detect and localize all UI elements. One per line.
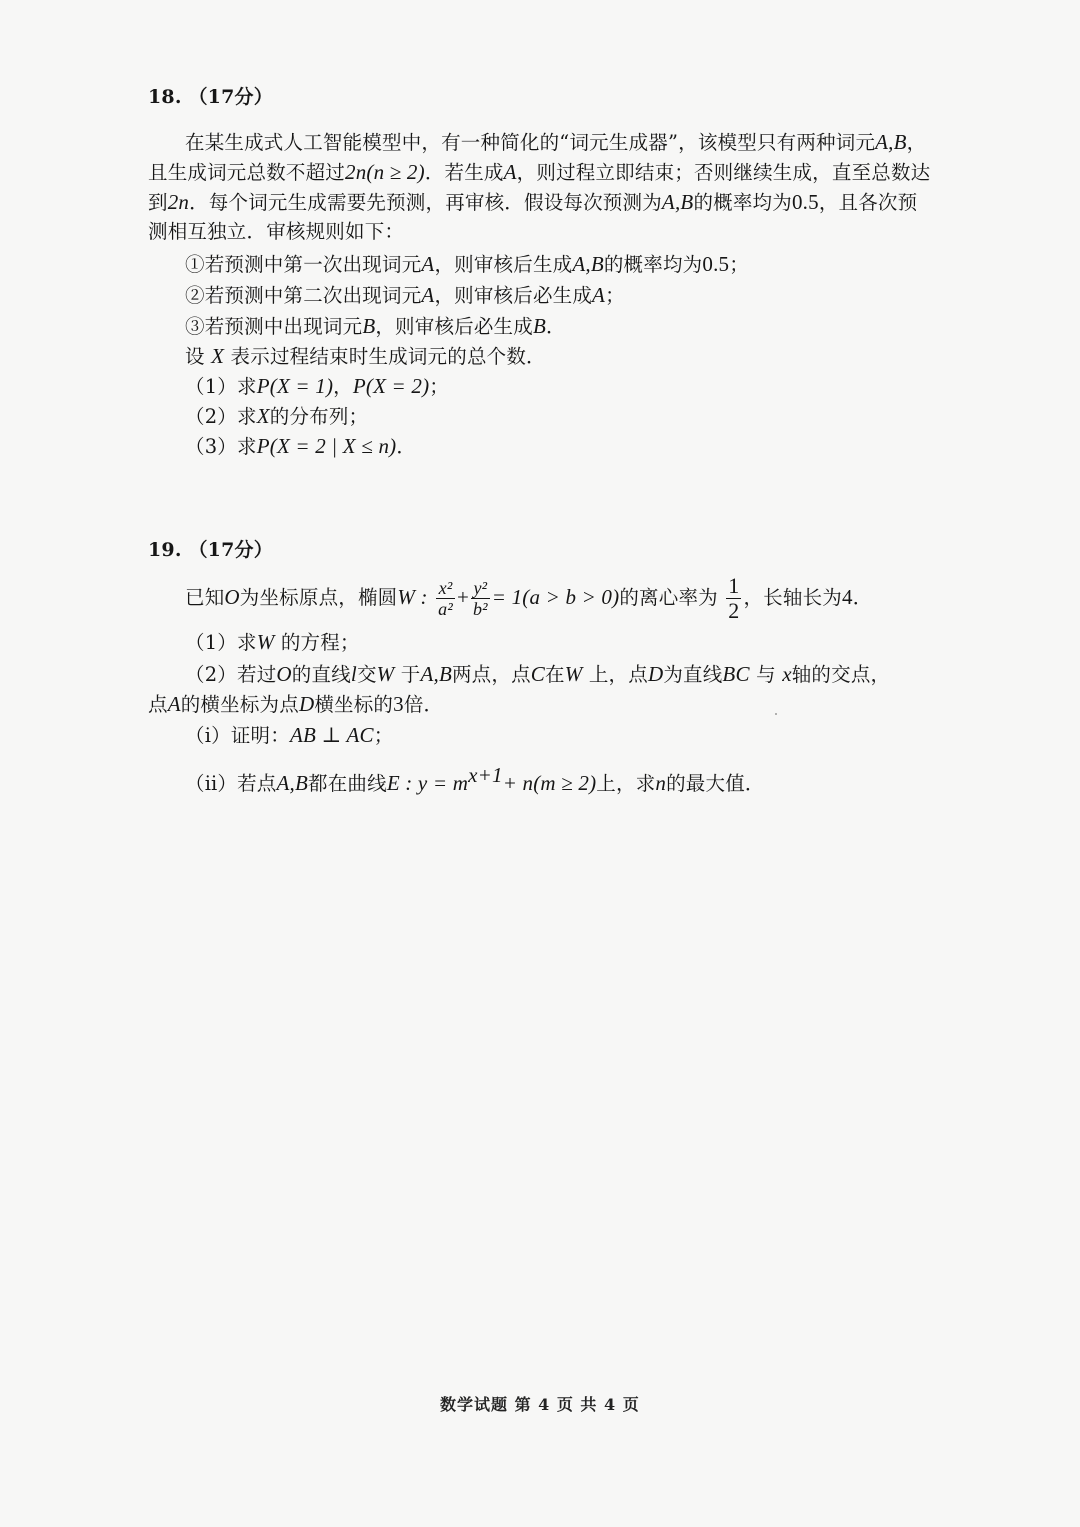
fraction-one-half: $\frac{1}{2}$ [728,573,740,623]
q18-score: （17分） [188,86,273,108]
scan-speck [775,713,777,715]
q18-subquestion-3: （3）求P(X = 2 | X ≤ n)． [185,434,417,458]
q18-heading [148,82,273,112]
q18-paragraph-line-1: 在某生成式人工智能模型中，有一种简化的“词元生成器”，该模型只有两种词元A,B， [185,130,927,154]
q19-subquestion-2-line-1: （2）若过O的直线l交W 于A,B两点，点C在W 上，点D为直线BC 与 x轴的交点， [185,662,891,686]
q18-paragraph-line-4: 测相互独立．审核规则如下： [148,220,405,243]
q19-score: （17分） [188,539,273,561]
q18-rule-2: ②若预测中第二次出现词元A，则审核后必生成A； [185,283,625,307]
q19-paragraph: 已知O为坐标原点，椭圆W : $\frac{\text{x²}}{\text{a²}}$ + $\frac{\text{y²}}{\text{b²}}$ = 1(a > b > 0)的离心率为 $\frac{1}{2}$ ，长轴长为4． [185,573,873,623]
q18-rule-3: ③若预测中出现词元B，则审核后必生成B． [185,314,566,338]
q18-paragraph-line-2: 且生成词元总数不超过2n(n ≥ 2)．若生成A，则过程立即结束；否则继续生成，直至总数达 [148,160,931,184]
q18-rule-1: ①若预测中第一次出现词元A，则审核后生成A,B的概率均为0.5； [185,252,749,276]
q19-number: 19. [148,539,182,561]
q18-subquestion-2: （2）求X的分布列； [185,404,369,428]
q18-paragraph-line-3: 到2n．每个词元生成需要先预测，再审核．假设每次预测为A,B的概率均为0.5，且各次预 [148,190,918,214]
q19-subquestion-1: （1）求W 的方程； [185,630,360,654]
page-footer: 数学试题 第 4 页 共 4 页 [440,1395,640,1414]
q19-subquestion-ii: （ⅱ）若点A,B都在曲线E : $y = m^{x+1}+ n(m \ge 2)$上，求n的最大值． [185,763,765,795]
q18-number: 18. [148,86,182,108]
q18-subquestion-1: （1）求P(X = 1)，P(X = 2)； [185,374,449,398]
q19-subquestion-2-line-2: 点A的横坐标为点D横坐标的3倍． [148,692,444,716]
q18-definition: 设 X 表示过程结束时生成词元的总个数． [185,344,546,368]
fraction-y2-over-b2: $\frac{\text{y²}}{\text{b²}}$ [472,578,488,619]
q19-heading [148,535,273,565]
q19-subquestion-i: （ⅰ）证明：AB ⊥ AC； [185,723,394,747]
fraction-x2-over-a2: $\frac{\text{x²}}{\text{a²}}$ [438,578,453,619]
